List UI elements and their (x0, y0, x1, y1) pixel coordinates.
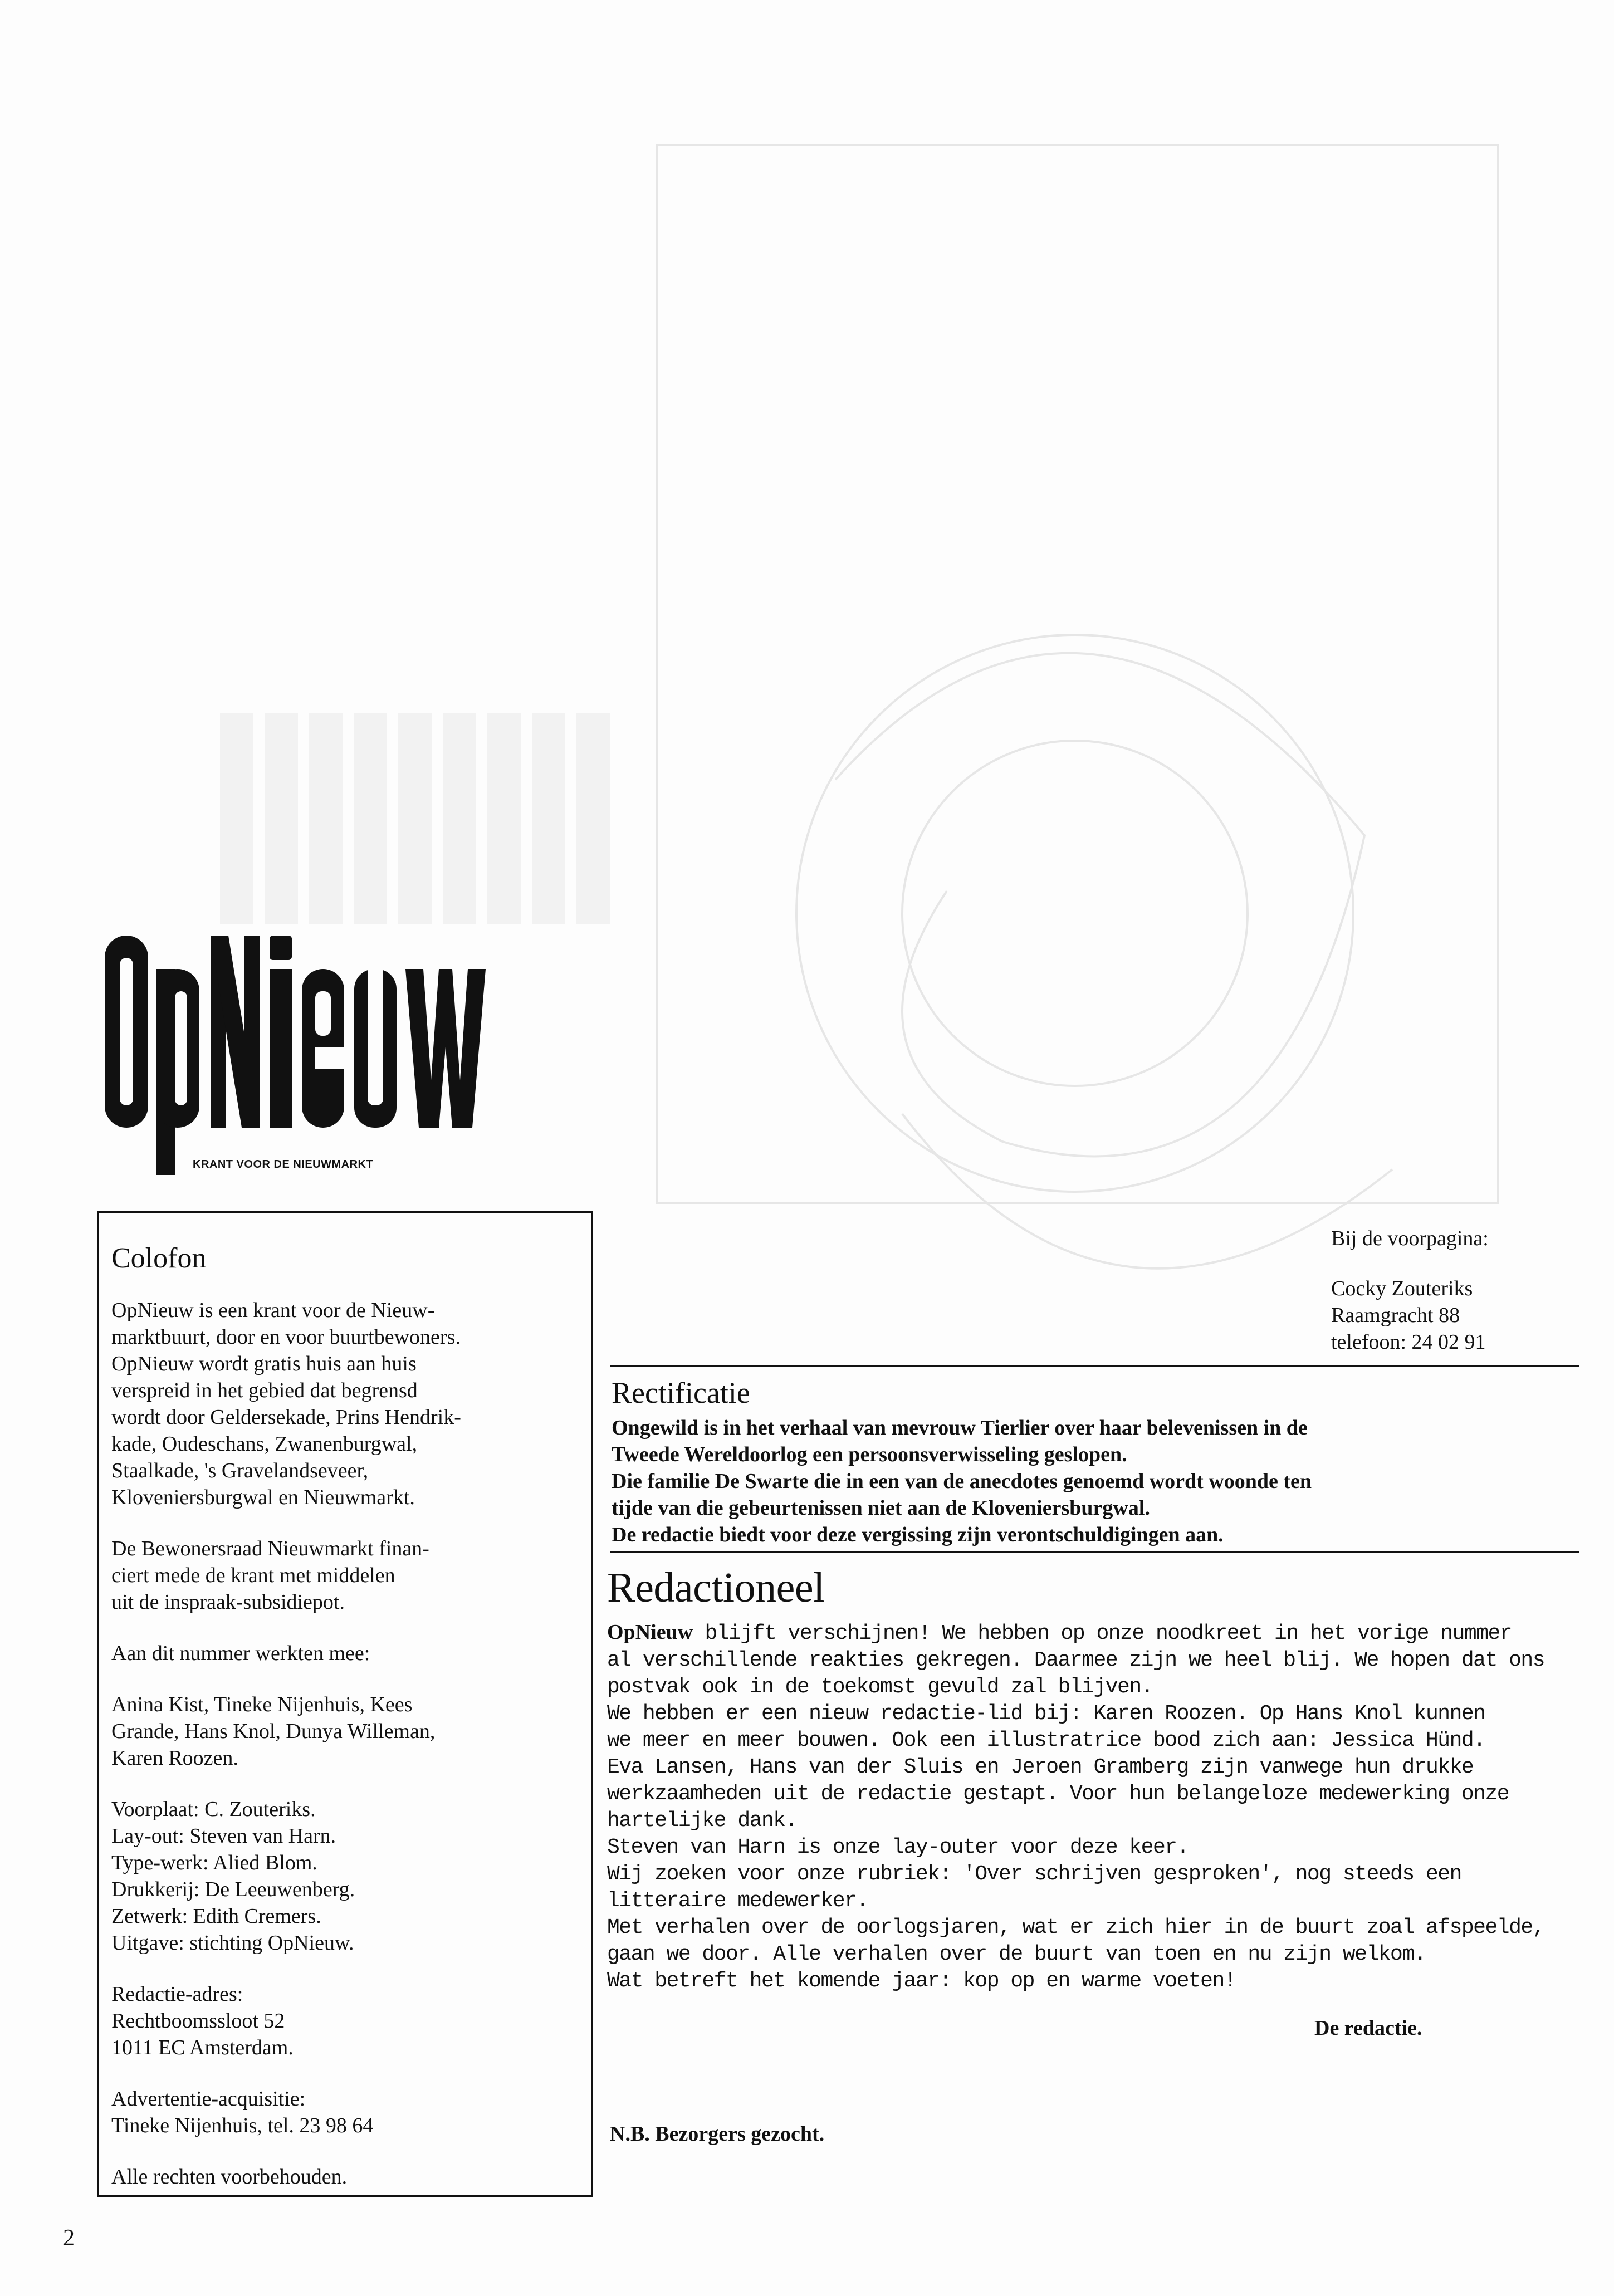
nb-note: N.B. Bezorgers gezocht. (610, 2122, 825, 2146)
text-line: ciert mede de krant met middelen (111, 1564, 395, 1587)
text-line: wordt door Geldersekade, Prins Hendrik- (111, 1406, 461, 1429)
text-line: Cocky Zouteriks (1331, 1277, 1473, 1300)
text-line: postvak ook in de toekomst gevuld zal blijven. (607, 1675, 1153, 1699)
colofon-address (111, 1981, 591, 2061)
text-line: Karen Roozen. (111, 1746, 238, 1770)
text-line: Anina Kist, Tineke Nijenhuis, Kees (111, 1693, 413, 1716)
colofon-credits (111, 1796, 591, 1956)
text-line: Voorplaat: C. Zouteriks. (111, 1798, 316, 1821)
lead-word: OpNieuw (607, 1621, 693, 1644)
colofon-ads (111, 2086, 591, 2139)
text-line: litteraire medewerker. (607, 1889, 868, 1913)
text-line: kade, Oudeschans, Zwanenburgwal, (111, 1432, 418, 1456)
redactioneel-body (607, 1619, 1579, 1995)
redactie-signoff: De redactie. (1314, 2016, 1422, 2040)
divider (610, 1551, 1579, 1553)
text-line: Die familie De Swarte die in een van de anecdotes genoemd wordt woonde ten (612, 1470, 1312, 1493)
redactioneel-heading: Redactioneel (607, 1564, 825, 1611)
text-line: tijde van die gebeurtenissen niet aan de Kloveniersburgwal. (612, 1496, 1150, 1520)
masthead (105, 913, 528, 1175)
text-line: Wat betreft het komende jaar: kop op en warme voeten! (607, 1969, 1236, 1993)
text-line: Drukkerij: De Leeuwenberg. (111, 1878, 355, 1901)
opnieuw-logo (105, 913, 495, 1175)
text-line: De redactie biedt voor deze vergissing zijn verontschuldigingen aan. (612, 1523, 1224, 1546)
masthead-tagline: KRANT VOOR DE NIEUWMARKT (193, 1158, 374, 1171)
text-line (607, 1619, 1579, 1647)
text-line: verspreid in het gebied dat begrensd (111, 1379, 418, 1402)
text-line: gaan we door. Alle verhalen over de buurt van toen en nu zijn welkom. (607, 1942, 1426, 1966)
cover-credit-heading: Bij de voorpagina: (1331, 1227, 1489, 1250)
text-line: Type-werk: Alied Blom. (111, 1851, 317, 1874)
text-line: 1011 EC Amsterdam. (111, 2036, 294, 2059)
rectificatie-section (612, 1375, 1575, 1548)
text-line: Redactie-adres: (111, 1982, 243, 2006)
text-line: Zetwerk: Edith Cremers. (111, 1905, 321, 1928)
divider (610, 1365, 1579, 1367)
redactioneel-section (607, 1564, 1579, 1995)
page-number: 2 (63, 2225, 75, 2251)
text-line: hartelijke dank. (607, 1809, 797, 1833)
text-line: uit de inspraak-subsidiepot. (111, 1590, 345, 1614)
text-line: Met verhalen over de oorlogsjaren, wat er zich hier in de buurt zoal afspeelde, (607, 1916, 1544, 1940)
text-line: Grande, Hans Knol, Dunya Willeman, (111, 1720, 436, 1743)
rectificatie-body (612, 1414, 1575, 1548)
text-line: al verschillende reakties gekregen. Daarmee zijn we heel blij. We hopen dat ons (607, 1648, 1544, 1672)
text-line: telefoon: 24 02 91 (1331, 1330, 1486, 1354)
text-line: Staalkade, 's Gravelandseveer, (111, 1459, 369, 1482)
text-line: Advertentie-acquisitie: (111, 2087, 306, 2111)
text-line: OpNieuw is een krant voor de Nieuw- (111, 1299, 435, 1322)
text-line: Ongewild is in het verhaal van mevrouw Tierlier over haar belevenissen in de (612, 1416, 1308, 1440)
text-line: Eva Lansen, Hans van der Sluis en Jeroen Gramberg zijn vanwege hun drukke (607, 1755, 1474, 1779)
text-line: Lay-out: Steven van Harn. (111, 1824, 336, 1848)
text-line: Steven van Harn is onze lay-outer voor deze keer. (607, 1835, 1189, 1859)
text-line: Tineke Nijenhuis, tel. 23 98 64 (111, 2114, 374, 2137)
colofon-heading: Colofon (111, 1242, 207, 1274)
colofon-contributors-heading (111, 1640, 591, 1667)
rectificatie-heading: Rectificatie (612, 1376, 750, 1409)
cover-credit (1331, 1225, 1565, 1355)
colofon-box (97, 1211, 593, 2197)
colofon-intro (111, 1297, 591, 1511)
text-line: De Bewonersraad Nieuwmarkt finan- (111, 1537, 429, 1560)
text-line: we meer en meer bouwen. Ook een illustratrice bood zich aan: Jessica Hünd. (607, 1729, 1485, 1752)
text-line: werkzaamheden uit de redactie gestapt. Voor hun belangeloze medewerking onze (607, 1782, 1509, 1806)
text-line: Uitgave: stichting OpNieuw. (111, 1931, 354, 1955)
colofon-rights (111, 2163, 591, 2190)
text-line: OpNieuw wordt gratis huis aan huis (111, 1352, 417, 1375)
text-line: Rechtboomssloot 52 (111, 2009, 285, 2033)
colofon-funding (111, 1535, 591, 1615)
text-fragment: blijft verschijnen! We hebben op onze noodkreet in het vorige nummer (693, 1622, 1512, 1646)
text-line: Aan dit nummer werkten mee: (111, 1642, 370, 1665)
text-line: We hebben er een nieuw redactie-lid bij: Karen Roozen. Op Hans Knol kunnen (607, 1702, 1485, 1726)
text-line: Kloveniersburgwal en Nieuwmarkt. (111, 1486, 415, 1509)
text-line: Alle rechten voorbehouden. (111, 2165, 348, 2189)
text-line: Tweede Wereldoorlog een persoonsverwisseling geslopen. (612, 1443, 1127, 1466)
text-line: Wij zoeken voor onze rubriek: 'Over schrijven gesproken', nog steeds een (607, 1862, 1461, 1886)
text-line: marktbuurt, door en voor buurtbewoners. (111, 1325, 461, 1349)
text-line: Raamgracht 88 (1331, 1304, 1460, 1327)
colofon-contributors (111, 1691, 591, 1771)
